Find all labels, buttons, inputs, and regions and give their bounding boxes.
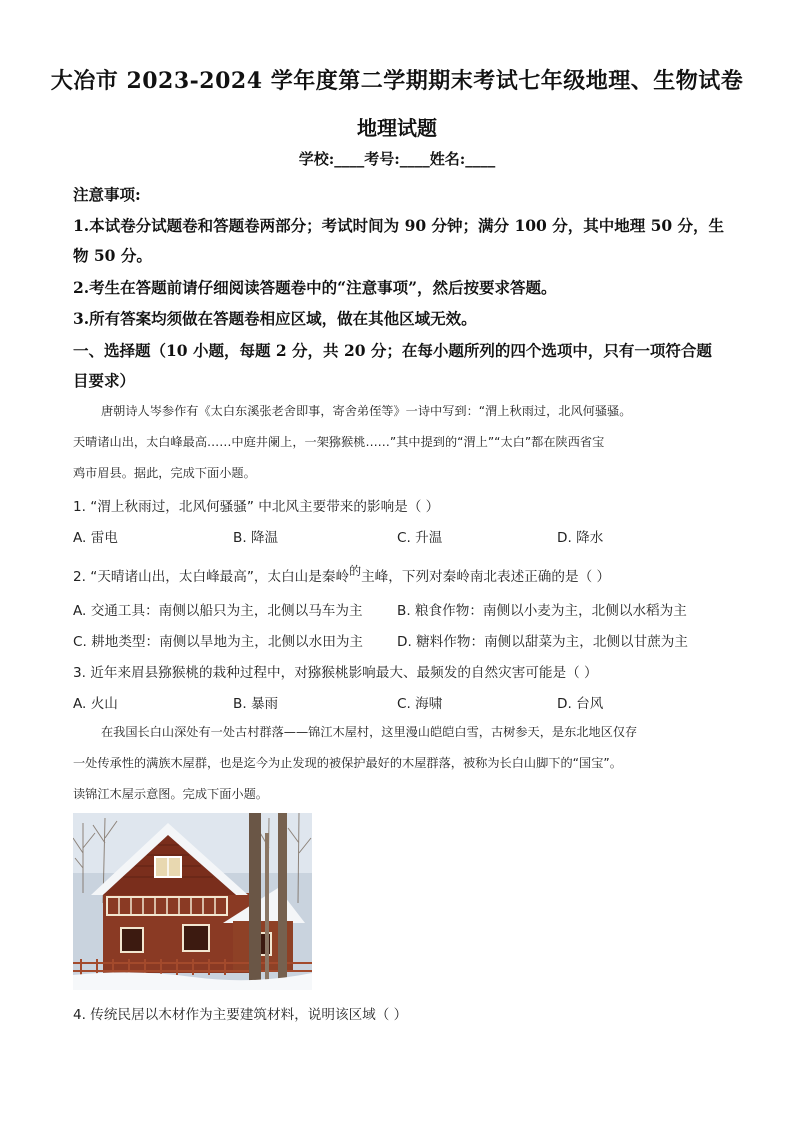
- passage-2-line-1: 在我国长白山深处有一处古村群落——锦江木屋村，这里漫山皑皑白雪，古树参天，是东北地区仅存: [101, 725, 638, 739]
- question-3-stem: 3. 近年来眉县猕猴桃的栽种过程中，对猕猴桃影响最大、最频发的自然灾害可能是（ ）: [73, 665, 598, 681]
- section-heading-line-1: 一、选择题（10 小题，每题 2 分，共 20 分；在每小题所列的四个选项中，只有一项符合题: [73, 341, 712, 360]
- passage-1-line-3: 鸡市眉县。据此，完成下面小题。: [73, 466, 256, 480]
- passage-2-line-2: 一处传承性的满族木屋群，也是迄今为止发现的被保护最好的木屋群落，被称为长白山脚下的“国宝”。: [73, 756, 622, 770]
- note-3: 3.所有答案均须做在答题卷相应区域，做在其他区域无效。: [73, 309, 477, 328]
- q3-option-b: B. 暴雨: [233, 696, 279, 712]
- log-cabin-photo: [73, 813, 312, 990]
- q3-option-a: A. 火山: [73, 696, 118, 712]
- q3-option-d: D. 台风: [557, 696, 604, 712]
- passage-1-line-1: 唐朝诗人岑参作有《太白东溪张老舍即事，寄舍弟侄等》一诗中写到：“渭上秋雨过，北风何骚骚。: [101, 404, 632, 418]
- q1-option-a: A. 雷电: [73, 530, 118, 546]
- question-4-stem: 4. 传统民居以木材作为主要建筑材料，说明该区域（ ）: [73, 1007, 408, 1023]
- passage-2-line-3: 读锦江木屋示意图。完成下面小题。: [73, 787, 268, 801]
- note-2: 2.考生在答题前请仔细阅读答题卷中的“注意事项”，然后按要求答题。: [73, 278, 557, 297]
- note-1-line-1: 1.本试卷分试题卷和答题卷两部分；考试时间为 90 分钟；满分 100 分，其中地理 50 分，生: [73, 216, 725, 235]
- q2-option-a: A. 交通工具：南侧以船只为主，北侧以马车为主: [73, 603, 363, 619]
- q3-option-c: C. 海啸: [397, 696, 443, 712]
- q2-option-b: B. 粮食作物：南侧以小麦为主，北侧以水稻为主: [397, 603, 687, 619]
- question-2-stem: 2. “天晴诸山出，太白峰最高”，太白山是秦岭的主峰，下列对秦岭南北表述正确的是（ ）: [73, 564, 611, 585]
- q1-option-b: B. 降温: [233, 530, 279, 546]
- passage-2: [73, 717, 723, 810]
- question-1-stem: 1. “渭上秋雨过，北风何骚骚” 中北风主要带来的影响是（ ）: [73, 499, 440, 515]
- passage-1-line-2: 天晴诸山出，太白峰最高……中庭井阑上，一架猕猴桃……”其中提到的“渭上”“太白”都在陕西省宝: [73, 435, 605, 449]
- exam-title: 大冶市 2023-2024 学年度第二学期期末考试七年级地理、生物试卷: [50, 68, 744, 94]
- q1-option-c: C. 升温: [397, 530, 443, 546]
- note-1-line-2: 物 50 分。: [73, 246, 152, 265]
- notes-heading: 注意事项:: [73, 185, 141, 204]
- q2-stray-char: 的: [349, 564, 362, 578]
- q1-option-d: D. 降水: [557, 530, 604, 546]
- q2-option-c: C. 耕地类型：南侧以旱地为主，北侧以水田为主: [73, 634, 364, 650]
- student-info-line: 学校:____考号:____姓名:____: [298, 150, 496, 168]
- exam-subtitle: 地理试题: [357, 116, 437, 140]
- q2-option-d: D. 糖料作物：南侧以甜菜为主，北侧以甘蔗为主: [397, 634, 688, 650]
- section-heading-line-2: 目要求）: [73, 371, 136, 390]
- passage-1: [73, 396, 723, 489]
